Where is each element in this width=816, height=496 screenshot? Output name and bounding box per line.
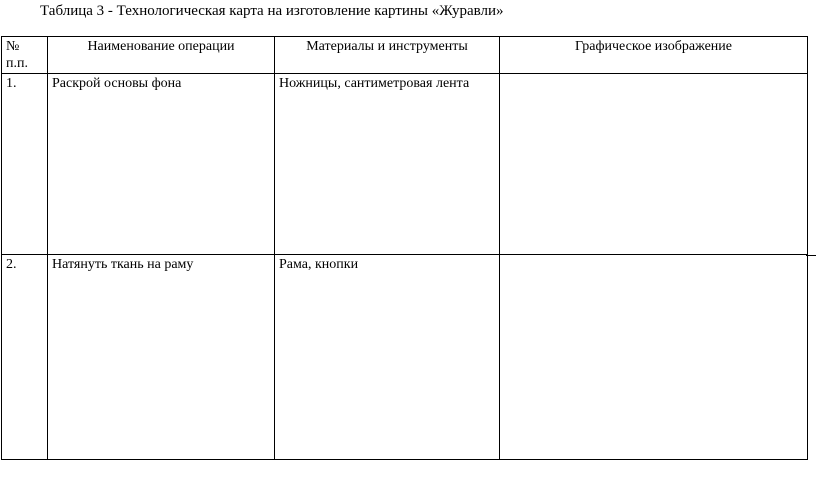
- table-header-row: [2, 37, 808, 74]
- row-image: [500, 255, 808, 460]
- row-operation: Натянуть ткань на раму: [48, 255, 275, 460]
- header-image: Графическое изображение: [500, 37, 808, 74]
- row-number: 2.: [2, 255, 48, 460]
- technological-map-table: [1, 36, 808, 460]
- table-row: [2, 74, 808, 255]
- row-number: 1.: [2, 74, 48, 255]
- header-number: № п.п.: [2, 37, 48, 74]
- table-caption: Таблица 3 - Технологическая карта на изготовление картины «Журавли»: [40, 3, 504, 19]
- row-operation: Раскрой основы фона: [48, 74, 275, 255]
- row-materials: Ножницы, сантиметровая лента: [275, 74, 500, 255]
- row-image: [500, 74, 808, 255]
- header-operation: Наименование операции: [48, 37, 275, 74]
- table-row: [2, 255, 808, 460]
- header-materials: Материалы и инструменты: [275, 37, 500, 74]
- row-divider-extension: [806, 255, 816, 256]
- row-materials: Рама, кнопки: [275, 255, 500, 460]
